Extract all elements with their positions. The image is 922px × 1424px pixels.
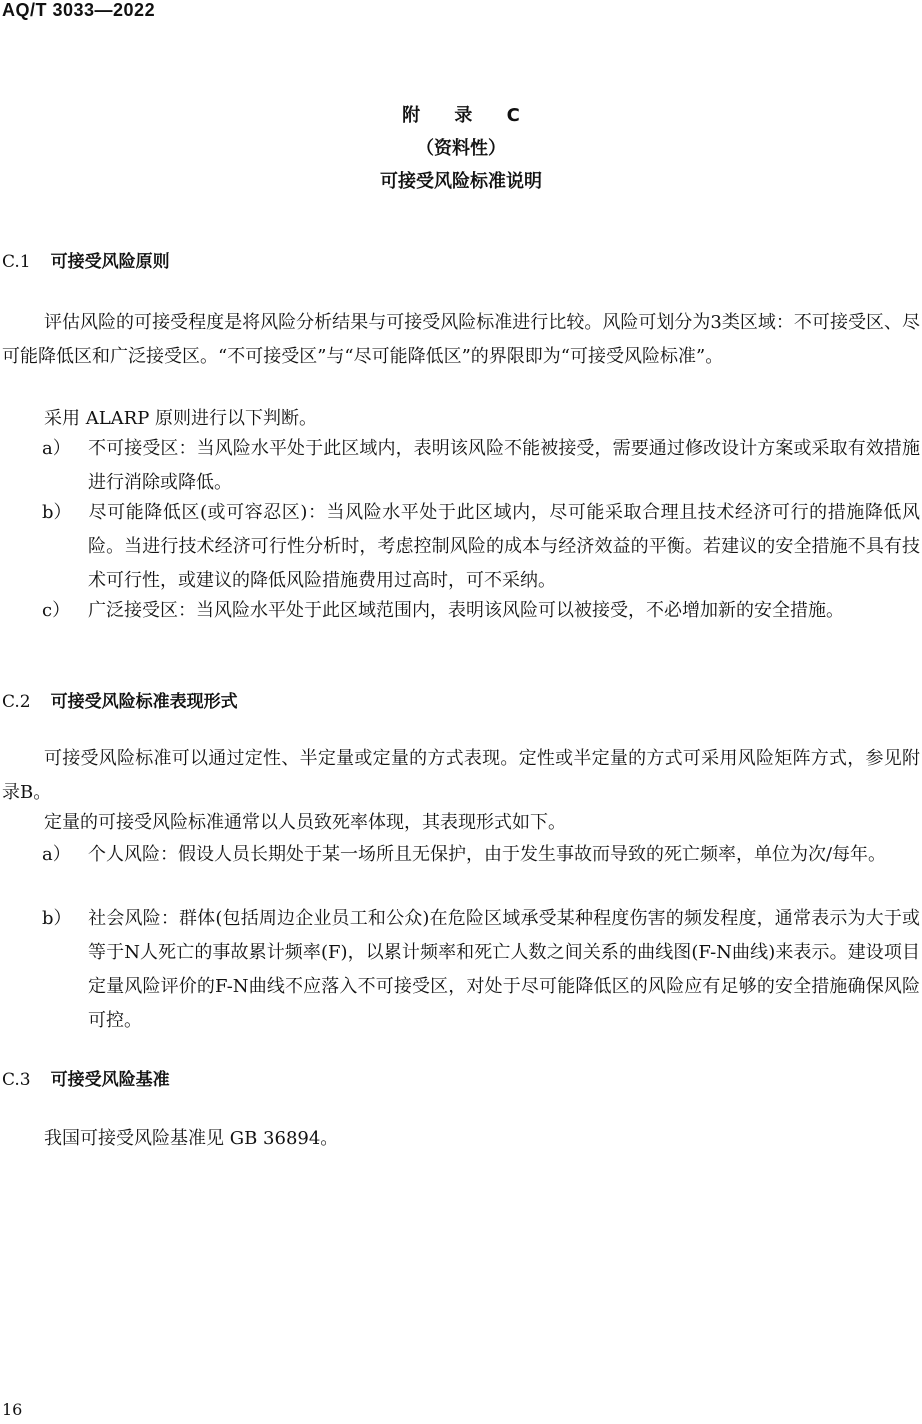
- page-number: 16: [2, 1400, 23, 1419]
- paragraph: 采用 ALARP 原则进行以下判断。: [44, 408, 318, 429]
- appendix-title: 附 录 C: [402, 105, 534, 126]
- section-title: 可接受风险原则: [50, 252, 170, 272]
- section-title: 可接受风险基准: [50, 1070, 170, 1090]
- list-item-text: 尽可能降低区(或可容忍区)：当风险水平处于此区域内，尽可能采取合理且技术经济可行的措施降低风险。当进行技术经济可行性分析时，考虑控制风险的成本与经济效益的平衡。若建议的安全措施不具有技术可行性，或建议的降低风险措施费用过高时，可不采纳。: [88, 502, 920, 591]
- paragraph: 定量的可接受风险标准通常以人员致死率体现，其表现形式如下。: [44, 812, 566, 833]
- list-item: [42, 432, 920, 500]
- section-title: 可接受风险标准表现形式: [50, 692, 238, 712]
- list-item-marker: b）: [42, 908, 72, 929]
- paragraph: 我国可接受风险基准见 GB 36894。: [44, 1128, 339, 1149]
- list-item: [42, 594, 920, 628]
- standard-code: AQ/T 3033—2022: [2, 0, 156, 20]
- paragraph: 评估风险的可接受程度是将风险分析结果与可接受风险标准进行比较。风险可划分为3类区域：不可接受区、尽可能降低区和广泛接受区。“不可接受区”与“尽可能降低区”的界限即为“可接受风险标准”。: [2, 312, 920, 367]
- list-item-text: 不可接受区：当风险水平处于此区域内，表明该风险不能被接受，需要通过修改设计方案或采取有效措施进行消除或降低。: [88, 438, 920, 493]
- section-heading-c3: [2, 1065, 170, 1090]
- list-item: [42, 496, 920, 598]
- list-item-text: 广泛接受区：当风险水平处于此区域范围内，表明该风险可以被接受，不必增加新的安全措施。: [88, 600, 844, 621]
- paragraph: 可接受风险标准可以通过定性、半定量或定量的方式表现。定性或半定量的方式可采用风险矩阵方式，参见附录B。: [2, 748, 920, 803]
- section-heading-c1: [2, 247, 170, 272]
- appendix-type: （资料性）: [416, 138, 506, 159]
- section-number: C.2: [2, 692, 31, 712]
- list-item: [42, 838, 920, 872]
- appendix-name: 可接受风险标准说明: [380, 171, 542, 192]
- list-item: [42, 902, 920, 1038]
- section-number: C.3: [2, 1070, 31, 1090]
- list-item-marker: a）: [42, 844, 71, 865]
- list-item-text: 个人风险：假设人员长期处于某一场所且无保护，由于发生事故而导致的死亡频率，单位为次/每年。: [88, 844, 887, 865]
- list-item-marker: b）: [42, 502, 72, 523]
- list-item-marker: a）: [42, 438, 71, 459]
- section-number: C.1: [2, 252, 31, 272]
- list-item-text: 社会风险：群体(包括周边企业员工和公众)在危险区域承受某种程度伤害的频发程度，通常表示为大于或等于N人死亡的事故累计频率(F)，以累计频率和死亡人数之间关系的曲线图(F-N曲线)来表示。建设项目定量风险评价的F-N曲线不应落入不可接受区，对处于尽可能降低区的风险应有足够的安全措施确保风险可控。: [88, 908, 920, 1031]
- list-item-marker: c）: [42, 600, 71, 621]
- section-heading-c2: [2, 687, 238, 712]
